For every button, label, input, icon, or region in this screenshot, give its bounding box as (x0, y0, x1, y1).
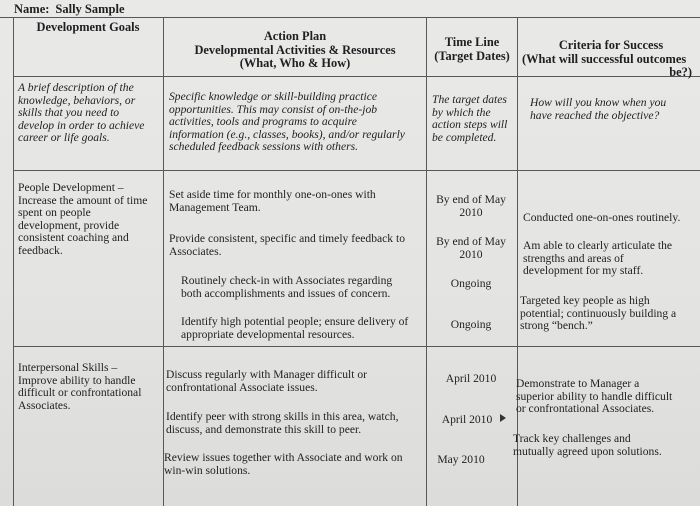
text-line: Provide consistent, specific and timely feedback to (169, 232, 405, 245)
success-criterion (516, 378, 700, 416)
text-line: 2010 (459, 247, 483, 261)
text-line: development, provide (18, 218, 120, 232)
name-value: Sally Sample (55, 2, 125, 16)
text-line: superior ability to handle difficult (516, 389, 673, 403)
goal-people-development (18, 182, 166, 258)
text-line: Discuss regularly with Manager difficult or (166, 368, 368, 381)
text-line: scheduled feedback sessions with others. (169, 140, 359, 154)
description-timeline (432, 94, 518, 144)
target-date (428, 236, 514, 261)
target-date (428, 319, 514, 332)
text-line: activities, tools and programs to acquire (169, 115, 357, 129)
text-line: be?) (669, 65, 692, 80)
header-criteria (522, 39, 700, 80)
text-line: 2010 (459, 205, 483, 219)
text-line: strong “bench.” (520, 319, 593, 333)
text-line: April 2010 (441, 413, 493, 426)
text-line: knowledge, behaviors, or (18, 93, 136, 107)
name-label: Name: (14, 2, 50, 16)
text-line: win-win solutions. (164, 463, 251, 477)
text-line: Review issues together with Associate and work on (164, 451, 403, 464)
text-line: April 2010 (445, 372, 497, 385)
text-line: career or life goals. (18, 131, 110, 145)
header-action-plan (170, 30, 420, 71)
text-line: Action Plan (263, 29, 327, 43)
text-line: Development Goals (36, 20, 140, 34)
action-item (166, 411, 424, 436)
success-criterion (523, 212, 700, 225)
success-criterion (520, 295, 700, 333)
text-line: discuss, and demonstrate this skill to peer. (166, 422, 362, 436)
target-date (428, 278, 514, 291)
text-line: Increase the amount of time (18, 193, 148, 207)
text-line: feedback. (18, 243, 63, 257)
action-item (164, 452, 424, 477)
grid-line (13, 346, 700, 347)
action-item (181, 275, 425, 300)
action-item (166, 369, 424, 394)
grid-line (13, 170, 700, 171)
target-date (424, 414, 510, 427)
text-line: (What will successful outcomes (522, 51, 687, 66)
goal-interpersonal-skills (18, 362, 166, 412)
text-line: skills that you need to (18, 106, 120, 120)
header-development-goals (18, 21, 158, 35)
text-line: Set aside time for monthly one-on-ones with (169, 188, 376, 201)
header-time-line (430, 36, 514, 63)
text-line: Specific knowledge or skill-building practice (169, 90, 377, 103)
text-line: confrontational Associate issues. (166, 380, 318, 394)
text-line: Criteria for Success (558, 38, 664, 52)
text-line: Associates. (169, 244, 222, 258)
text-line: A brief description of the (18, 81, 134, 94)
text-line: action steps will (432, 118, 508, 132)
action-item (181, 316, 425, 341)
text-line: have reached the objective? (530, 108, 660, 122)
text-line: Demonstrate to Manager a (516, 377, 640, 390)
text-line: Identify peer with strong skills in this area, watch, (166, 410, 399, 423)
text-line: develop in order to achieve (18, 118, 145, 132)
text-line: Conducted one-on-ones routinely. (523, 211, 681, 224)
text-line: May 2010 (437, 453, 485, 466)
success-criterion (513, 433, 700, 458)
text-line: Associates. (18, 398, 71, 412)
text-line: Targeted key people as high (520, 294, 650, 307)
text-line: (What, Who & How) (239, 56, 351, 71)
text-line: consistent coaching and (18, 231, 129, 245)
text-line: strengths and areas of (523, 251, 624, 265)
grid-line (13, 18, 14, 506)
grid-line (163, 18, 164, 506)
text-line: By end of May (436, 235, 506, 248)
text-line: appropriate developmental resources. (181, 327, 355, 341)
success-criterion (523, 240, 700, 278)
text-line: By end of May (436, 193, 506, 206)
text-line: by which the (432, 105, 491, 119)
text-line: information (e.g., classes, books), and/or regularly (169, 127, 405, 141)
text-line: Track key challenges and (513, 432, 631, 445)
description-goals (18, 82, 163, 145)
target-date (418, 454, 504, 467)
text-line: Management Team. (169, 200, 261, 214)
text-line: opportunities. This may consist of on-the-job (169, 102, 378, 116)
text-line: Interpersonal Skills – (18, 361, 118, 374)
text-line: Ongoing (450, 277, 492, 290)
description-criteria (530, 97, 700, 122)
text-line: potential; continuously building a (520, 306, 677, 320)
text-line: Am able to clearly articulate the (523, 239, 673, 252)
text-line: both accomplishments and issues of concern. (181, 286, 391, 300)
text-line: be completed. (432, 130, 497, 144)
description-plan (169, 91, 425, 154)
action-item (169, 189, 425, 214)
target-date (428, 194, 514, 219)
grid-line (426, 18, 427, 506)
text-line: Improve ability to handle (18, 373, 136, 387)
text-line: Ongoing (450, 318, 492, 331)
text-line: mutually agreed upon solutions. (513, 444, 662, 458)
text-line: (Target Dates) (434, 48, 510, 63)
text-line: Developmental Activities & Resources (194, 42, 396, 57)
target-date (428, 373, 514, 386)
text-line: The target dates (432, 93, 507, 106)
text-line: Time Line (444, 35, 500, 49)
text-line: development for my staff. (523, 264, 644, 278)
text-line: How will you know when you (530, 96, 667, 109)
action-item (169, 233, 425, 258)
text-line: difficult or confrontational (18, 386, 142, 400)
name-row (0, 0, 700, 18)
text-line: Identify high potential people; ensure delivery of (181, 315, 409, 328)
text-line: People Development – (18, 181, 124, 194)
text-line: spent on people (18, 206, 91, 220)
text-line: Routinely check-in with Associates regarding (181, 274, 393, 287)
arrow-icon (500, 414, 506, 422)
text-line: or confrontational Associates. (516, 402, 655, 416)
